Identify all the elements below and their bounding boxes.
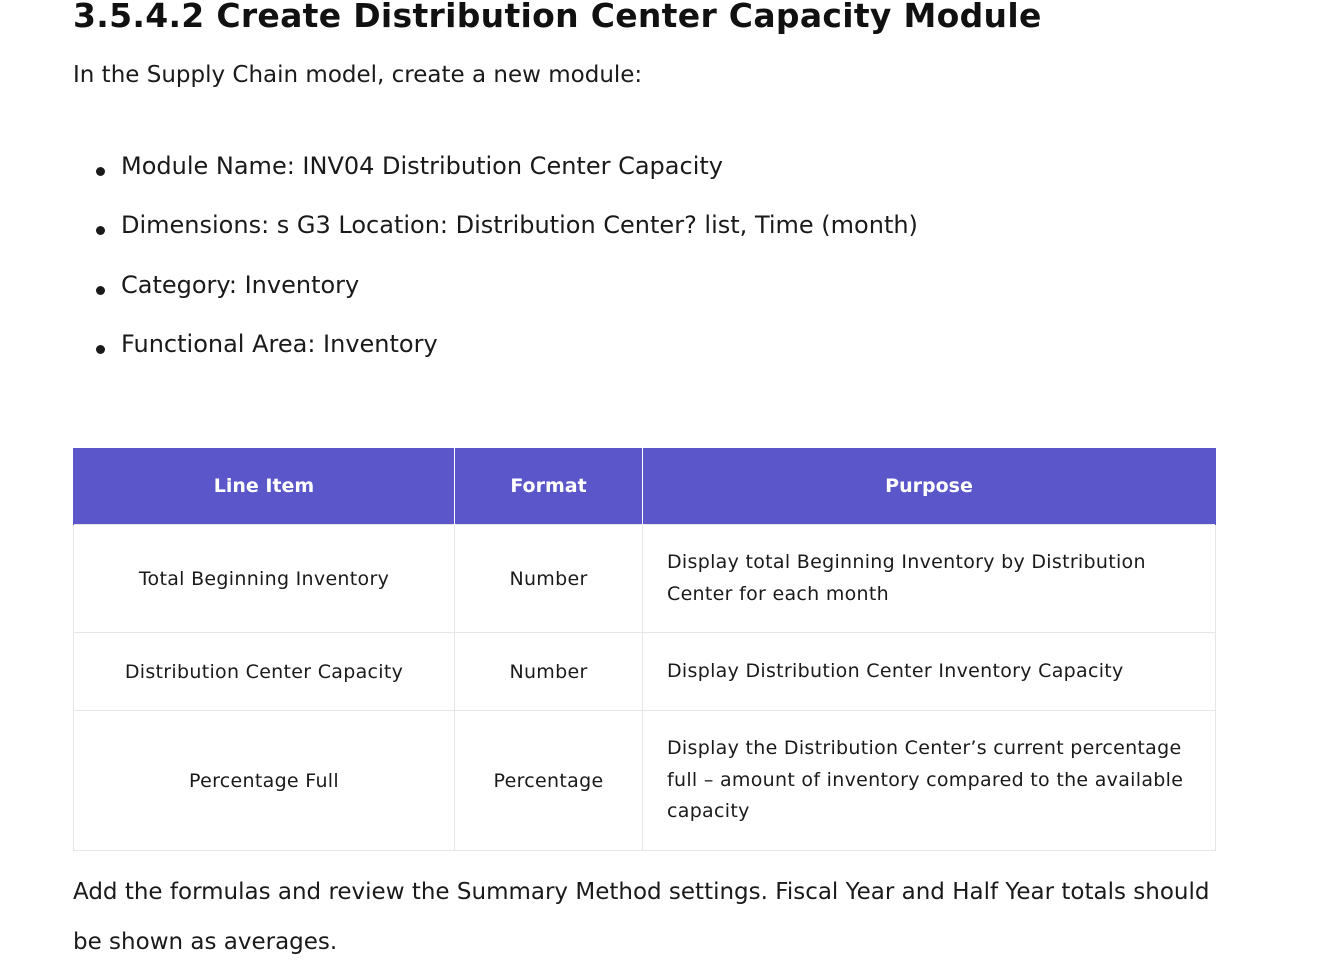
bullet-icon bbox=[96, 345, 105, 354]
table-row bbox=[74, 711, 1216, 851]
header-purpose: Purpose bbox=[643, 448, 1216, 525]
cell-line-item: Distribution Center Capacity bbox=[74, 633, 455, 711]
module-name-text: Module Name: INV04 Distribution Center Capacity bbox=[121, 152, 723, 180]
bullet-icon bbox=[96, 226, 105, 235]
dimensions-text: Dimensions: s G3 Location: Distribution Center? list, Time (month) bbox=[121, 211, 918, 240]
module-settings-list bbox=[73, 152, 918, 389]
cell-format: Number bbox=[455, 633, 643, 711]
intro-paragraph: In the Supply Chain model, create a new module: bbox=[73, 62, 643, 88]
header-format: Format bbox=[455, 448, 643, 525]
cell-line-item: Percentage Full bbox=[74, 711, 455, 851]
functional-area-text: Functional Area: Inventory bbox=[121, 329, 438, 358]
list-item bbox=[73, 330, 918, 389]
cell-format: Percentage bbox=[455, 711, 643, 851]
cell-format: Number bbox=[455, 525, 643, 633]
list-item bbox=[73, 152, 918, 211]
line-items-table bbox=[73, 448, 1216, 851]
header-line-item: Line Item bbox=[74, 448, 455, 525]
table-row bbox=[74, 525, 1216, 633]
section-heading: 3.5.4.2 Create Distribution Center Capacity Module bbox=[73, 0, 1042, 35]
closing-paragraph: Add the formulas and review the Summary Method settings. Fiscal Year and Half Year totals should be shown as averages. bbox=[73, 879, 1210, 955]
cell-purpose: Display total Beginning Inventory by Distribution Center for each month bbox=[643, 525, 1216, 633]
list-item bbox=[73, 211, 918, 270]
bullet-icon bbox=[96, 286, 105, 295]
cell-purpose: Display Distribution Center Inventory Capacity bbox=[643, 633, 1216, 711]
category-text: Category: Inventory bbox=[121, 270, 360, 299]
cell-purpose: Display the Distribution Center’s current percentage full – amount of inventory compared to the available capacity bbox=[643, 711, 1216, 851]
list-item bbox=[73, 271, 918, 330]
table-header-row bbox=[74, 448, 1216, 525]
cell-line-item: Total Beginning Inventory bbox=[74, 525, 455, 633]
bullet-icon bbox=[96, 167, 105, 176]
table-row bbox=[74, 633, 1216, 711]
